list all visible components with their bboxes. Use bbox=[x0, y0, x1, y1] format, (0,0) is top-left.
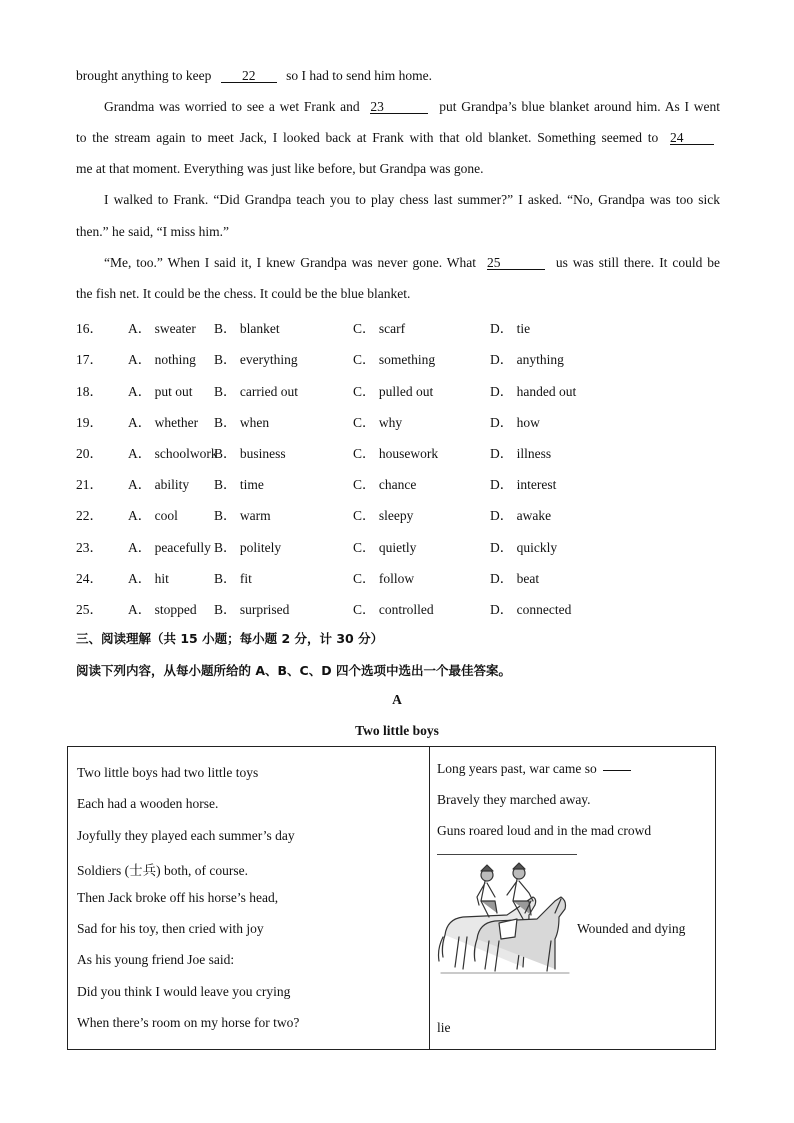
option-b: B． time bbox=[214, 477, 264, 492]
option-c: C． pulled out bbox=[353, 384, 434, 399]
poem-line: Soldiers (士兵) both, of course. bbox=[77, 863, 248, 878]
section-instruction: 阅读下列内容，从每小题所给的 A、B、C、D 四个选项中选出一个最佳答案。 bbox=[76, 663, 511, 678]
blank-25: 25 bbox=[487, 256, 545, 270]
option-a: A． sweater bbox=[128, 321, 196, 336]
poem-blank-line bbox=[437, 854, 577, 855]
question-number: 23． bbox=[76, 540, 103, 555]
poem-text: Long years past, war came so bbox=[437, 761, 597, 776]
option-a: A． hit bbox=[128, 571, 169, 586]
passage-text: Grandma was worried to see a wet Frank and bbox=[104, 99, 360, 114]
question-number: 24． bbox=[76, 571, 103, 586]
option-d: D． handed out bbox=[490, 384, 577, 399]
poem-line: lie bbox=[437, 1020, 451, 1035]
passage-line-5: I walked to Frank. “Did Grandpa teach you to play chess last summer?” I asked. “No, Grandpa was too sick bbox=[104, 192, 720, 207]
option-a: A． peacefully bbox=[128, 540, 211, 555]
passage-line-2 bbox=[104, 99, 720, 115]
poem-table bbox=[67, 746, 716, 1050]
section-heading: 三、阅读理解（共 15 小题；每小题 2 分，计 30 分） bbox=[76, 631, 384, 646]
question-number: 20． bbox=[76, 446, 103, 461]
poem-line: Sad for his toy, then cried with joy bbox=[77, 921, 264, 936]
option-c: C． why bbox=[353, 415, 403, 430]
poem-line: Two little boys had two little toys bbox=[77, 765, 259, 780]
poem-title: Two little boys bbox=[355, 723, 439, 738]
poem-line: Bravely they marched away. bbox=[437, 792, 591, 807]
option-a: A． whether bbox=[128, 415, 199, 430]
option-d: D． beat bbox=[490, 571, 540, 586]
passage-text: brought anything to keep bbox=[76, 68, 212, 83]
option-b: B． surprised bbox=[214, 602, 290, 617]
option-a: A． put out bbox=[128, 384, 193, 399]
option-d: D． connected bbox=[490, 602, 572, 617]
option-c: C． controlled bbox=[353, 602, 434, 617]
option-d: D． illness bbox=[490, 446, 552, 461]
passage-text: “Me, too.” When I said it, I knew Grandpa was never gone. What bbox=[104, 255, 476, 270]
question-number: 17． bbox=[76, 352, 103, 367]
poem-line: Each had a wooden horse. bbox=[77, 796, 219, 811]
blank-23: 23 bbox=[370, 100, 428, 114]
option-c: C． follow bbox=[353, 571, 415, 586]
poem-line: Joyfully they played each summer’s day bbox=[77, 828, 295, 843]
horse-riders-illustration-icon bbox=[437, 857, 573, 985]
passage-line-7 bbox=[104, 255, 720, 271]
poem-line: When there’s room on my horse for two? bbox=[77, 1015, 300, 1030]
option-d: D． tie bbox=[490, 321, 531, 336]
blank-24: 24 bbox=[670, 131, 714, 145]
part-label: A bbox=[392, 692, 402, 707]
passage-line-8: the fish net. It could be the chess. It could be the blue blanket. bbox=[76, 286, 411, 301]
poem-line: Did you think I would leave you crying bbox=[77, 984, 291, 999]
option-a: A． schoolwork bbox=[128, 446, 218, 461]
option-c: C． chance bbox=[353, 477, 417, 492]
blank-22: 22 bbox=[221, 69, 277, 83]
option-d: D． interest bbox=[490, 477, 557, 492]
option-b: B． fit bbox=[214, 571, 252, 586]
poem-blank bbox=[603, 770, 631, 771]
option-d: D． anything bbox=[490, 352, 564, 367]
option-b: B． blanket bbox=[214, 321, 280, 336]
poem-line bbox=[437, 761, 631, 777]
option-b: B． warm bbox=[214, 508, 271, 523]
passage-text: put Grandpa’s blue blanket around him. As I went bbox=[439, 99, 720, 114]
poem-line: Guns roared loud and in the mad crowd bbox=[437, 823, 652, 838]
passage-line-1 bbox=[76, 68, 720, 84]
option-b: B． everything bbox=[214, 352, 298, 367]
option-c: C． quietly bbox=[353, 540, 417, 555]
passage-line-3 bbox=[76, 130, 720, 146]
option-b: B． carried out bbox=[214, 384, 298, 399]
question-number: 22． bbox=[76, 508, 103, 523]
passage-text: to the stream again to meet Jack, I looked back at Frank with that old blanket. Something seemed to bbox=[76, 130, 659, 145]
passage-text: so I had to send him home. bbox=[286, 68, 432, 83]
passage-text: us was still there. It could be bbox=[555, 255, 721, 270]
question-number: 18． bbox=[76, 384, 103, 399]
option-a: A． nothing bbox=[128, 352, 196, 367]
option-b: B． business bbox=[214, 446, 286, 461]
option-b: B． politely bbox=[214, 540, 282, 555]
option-c: C． something bbox=[353, 352, 436, 367]
option-b: B． when bbox=[214, 415, 270, 430]
question-number: 25． bbox=[76, 602, 103, 617]
option-c: C． scarf bbox=[353, 321, 406, 336]
passage-line-6: then.” he said, “I miss him.” bbox=[76, 224, 229, 239]
poem-line: As his young friend Joe said: bbox=[77, 952, 235, 967]
question-number: 16． bbox=[76, 321, 103, 336]
poem-line: Wounded and dying bbox=[577, 921, 686, 936]
option-d: D． awake bbox=[490, 508, 552, 523]
option-d: D． quickly bbox=[490, 540, 558, 555]
column-divider bbox=[429, 747, 430, 1049]
passage-line-4: me at that moment. Everything was just like before, but Grandpa was gone. bbox=[76, 161, 484, 176]
option-c: C． sleepy bbox=[353, 508, 414, 523]
option-a: A． ability bbox=[128, 477, 190, 492]
poem-line: Then Jack broke off his horse’s head, bbox=[77, 890, 279, 905]
option-a: A． cool bbox=[128, 508, 178, 523]
option-d: D． how bbox=[490, 415, 540, 430]
question-number: 19． bbox=[76, 415, 103, 430]
option-a: A． stopped bbox=[128, 602, 197, 617]
option-c: C． housework bbox=[353, 446, 439, 461]
question-number: 21． bbox=[76, 477, 103, 492]
